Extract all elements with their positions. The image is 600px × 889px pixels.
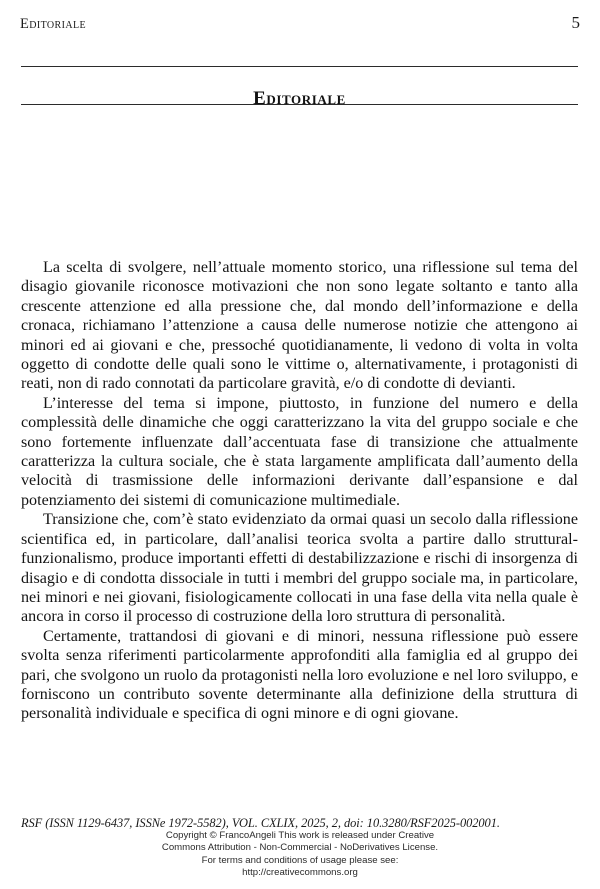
article-body xyxy=(21,258,578,724)
copyright-line: Copyright © FrancoAngeli This work is released under Creative xyxy=(165,830,435,841)
running-head-title: Editoriale xyxy=(20,16,86,32)
body-paragraph: La scelta di svolgere, nell’attuale momento storico, una riflessione sul tema del disagio giovanile riconosce motivazioni che non sono legate soltanto e tanto alla crescente attenzione ed alla pressione che, dal mondo dell’informazione e della cronaca, richiamano l’attenzione a causa delle numerose notizie che attengono ai minori ed ai giovani e che, pressoché quotidianamente, li vedono di volta in volta oggetto di condotte delle quali sono le vittime o, alternativamente, i protagonisti di reati, non di rado connotati da particolare gravità, e/o di condotte di devianti. xyxy=(21,259,578,393)
copyright-notice xyxy=(0,830,600,880)
copyright-line: Commons Attribution - Non-Commercial - NoDerivatives License. xyxy=(161,842,439,854)
body-paragraph: Transizione che, com’è stato evidenziato da ormai quasi un secolo dalla riflessione scientifica ed, in particolare, dall’analisi teorica svolta a partire dallo struttural-funzionalismo, produce importanti effetti di destabilizzazione e rischi di insorgenza di disagio e di condotta dissociale in tutti i membri del gruppo sociale ma, in particolare, nei minori e nei giovani, fisiologicamente collocati in una fase della vita nella quale è ancora in corso il processo di costruzione della loro struttura di personalità. xyxy=(21,511,578,626)
title-rule-bottom xyxy=(21,104,578,105)
page-number: 5 xyxy=(571,13,580,32)
title-rule-top xyxy=(21,66,578,67)
copyright-line: For terms and conditions of usage please see: xyxy=(201,854,399,866)
body-paragraph: Certamente, trattandosi di giovani e di minori, nessuna riflessione può essere svolta senza riferimenti particolarmente approfonditi alla famiglia ed al gruppo dei pari, che svolgono un ruolo da protagonisti nella loro evoluzione e nel loro sviluppo, e forniscono un contributo sovente determinante alla definizione della struttura di personalità individuale e specifica di ogni minore e di ogni giovane. xyxy=(21,627,578,723)
article-title: Editoriale xyxy=(253,87,346,109)
journal-citation: RSF (ISSN 1129-6437, ISSNe 1972-5582), VOL. CXLIX, 2025, 2, doi: 10.3280/RSF2025-002001. xyxy=(21,816,500,830)
running-head xyxy=(20,14,580,36)
body-paragraph: L’interesse del tema si impone, piuttosto, in funzione del numero e della complessità delle dinamiche che oggi caratterizzano la vita del gruppo sociale e che sono fortemente influenzate dall’accentuata fase di transizione che attualmente caratterizza la cultura sociale, che è stata largamente amplificata dall’aumento della velocità di trasmissione delle informazioni derivante dall’espansione e dal potenziamento dei sistemi di comunicazione multimediale. xyxy=(21,394,578,509)
license-url[interactable]: http://creativecommons.org xyxy=(242,867,358,879)
